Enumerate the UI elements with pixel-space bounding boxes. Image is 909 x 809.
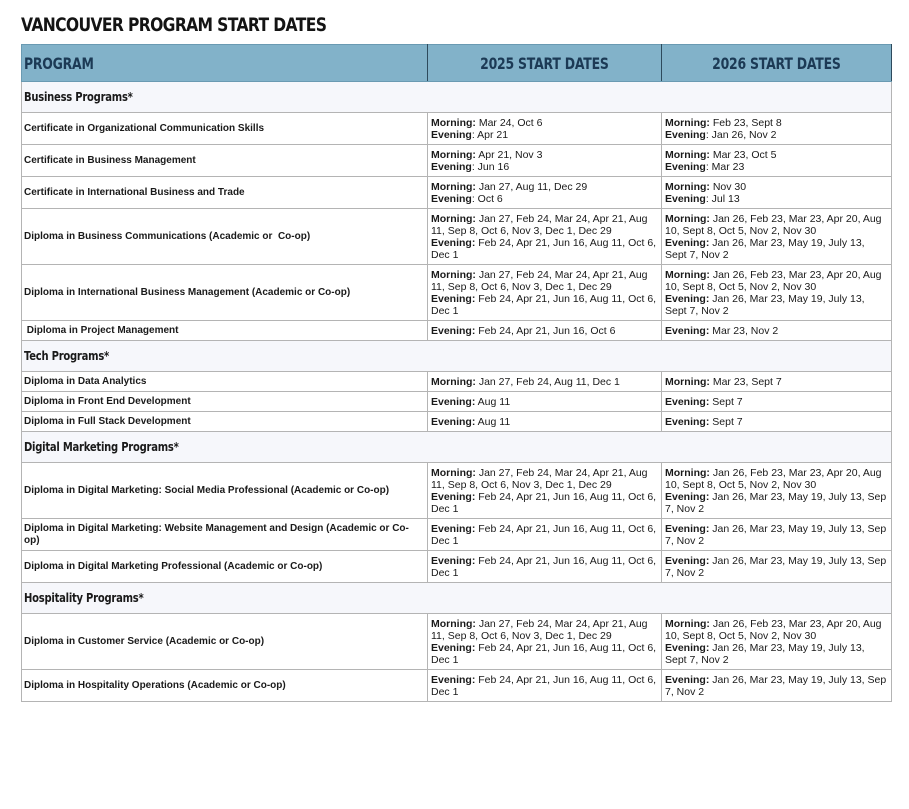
schedule-line [431,325,657,337]
start-dates-2026 [662,463,892,519]
section-header-row [22,583,892,614]
schedule-line [431,181,657,193]
schedule-line [431,396,657,408]
schedule-dates: : Jul 13 [705,193,740,205]
page-title: VANCOUVER PROGRAM START DATES [21,14,327,36]
schedule-dates: Feb 24, Apr 21, Jun 16, Aug 11, Oct 6, Dec 1 [431,237,657,261]
program-name: Diploma in Project Management [22,321,428,341]
schedule-dates: : Jan 26, Nov 2 [705,129,777,141]
schedule-line [431,642,657,666]
program-name: Diploma in Hospitality Operations (Academic or Co-op) [22,670,428,702]
schedule-dates: : Apr 21 [471,129,509,141]
start-dates-2025 [428,551,662,583]
schedule-label: Evening: [665,523,710,535]
schedule-line [431,161,657,173]
schedule-line [665,161,887,173]
schedule-line [665,642,887,666]
program-name: Diploma in Digital Marketing: Website Management and Design (Academic or Co-op) [22,519,428,551]
start-dates-2026 [662,412,892,432]
start-dates-2026 [662,113,892,145]
schedule-label: Evening [665,193,706,205]
schedule-label: Morning: [665,467,710,479]
schedule-dates: Jan 27, Feb 24, Mar 24, Apr 21, Aug 11, Sep 8, Oct 6, Nov 3, Dec 1, Dec 29 [431,269,648,293]
schedule-label: Evening: [665,674,710,686]
schedule-label: Evening [431,129,472,141]
schedule-dates: Jan 27, Feb 24, Aug 11, Dec 1 [475,376,620,388]
start-dates-2025 [428,463,662,519]
table-row [22,321,892,341]
schedule-line [665,129,887,141]
schedule-line [665,416,887,428]
schedule-label: Morning: [431,618,476,630]
column-header-program: PROGRAM [22,45,428,82]
schedule-line [431,523,657,547]
schedule-line [665,396,887,408]
schedule-dates: Feb 24, Apr 21, Jun 16, Aug 11, Oct 6, Dec 1 [431,674,657,698]
schedule-label: Evening: [665,491,710,503]
schedule-label: Morning: [665,149,710,161]
schedule-label: Evening: [665,237,710,249]
schedule-dates: Mar 24, Oct 6 [475,117,543,129]
start-dates-2025 [428,519,662,551]
schedule-label: Evening [665,129,706,141]
schedule-label: Evening: [431,293,476,305]
table-row [22,113,892,145]
start-dates-2025 [428,392,662,412]
start-dates-2026 [662,177,892,209]
table-row [22,614,892,670]
schedule-dates: Aug 11 [475,396,511,408]
schedule-dates: Mar 23, Nov 2 [709,325,779,337]
schedule-label: Evening: [665,416,710,428]
table-row [22,463,892,519]
program-name: Diploma in Business Communications (Academic or Co-op) [22,209,428,265]
schedule-label: Evening: [431,416,476,428]
schedule-dates: Jan 26, Feb 23, Mar 23, Apr 20, Aug 10, Sept 8, Oct 5, Nov 2, Nov 30 [665,467,882,491]
start-dates-2026 [662,392,892,412]
schedule-line [431,416,657,428]
schedule-line [431,117,657,129]
schedule-dates: Jan 26, Mar 23, May 19, July 13, Sep 7, Nov 2 [665,523,887,547]
schedule-dates: Aug 11 [475,416,511,428]
schedule-label: Morning: [665,213,710,225]
schedule-label: Evening: [431,642,476,654]
schedule-label: Evening: [665,642,710,654]
schedule-dates: Nov 30 [709,181,747,193]
schedule-line [431,149,657,161]
schedule-dates: Jan 26, Mar 23, May 19, July 13, Sept 7, Nov 2 [665,293,865,317]
schedule-label: Morning: [665,376,710,388]
schedule-line [665,491,887,515]
schedule-dates: Feb 24, Apr 21, Jun 16, Aug 11, Oct 6, Dec 1 [431,523,657,547]
schedule-line [665,325,887,337]
start-dates-2025 [428,372,662,392]
schedule-line [665,293,887,317]
schedule-label: Morning: [665,117,710,129]
column-header-2026: 2026 START DATES [662,45,892,82]
table-row [22,177,892,209]
schedule-dates: Sept 7 [709,416,743,428]
schedule-line [431,467,657,491]
schedule-dates: Feb 24, Apr 21, Jun 16, Oct 6 [475,325,616,337]
start-dates-2026 [662,145,892,177]
table-row [22,372,892,392]
table-row [22,392,892,412]
program-name: Certificate in International Business and Trade [22,177,428,209]
schedule-dates: Jan 27, Feb 24, Mar 24, Apr 21, Aug 11, Sep 8, Oct 6, Nov 3, Dec 1, Dec 29 [431,213,648,237]
schedule-line [431,293,657,317]
schedule-line [665,213,887,237]
schedule-line [431,269,657,293]
schedule-dates: Jan 27, Feb 24, Mar 24, Apr 21, Aug 11, Sep 8, Oct 6, Nov 3, Dec 1, Dec 29 [431,467,648,491]
schedule-dates: Jan 26, Feb 23, Mar 23, Apr 20, Aug 10, Sept 8, Oct 5, Nov 2, Nov 30 [665,618,882,642]
schedule-label: Evening: [431,555,476,567]
schedule-label: Evening: [431,396,476,408]
schedule-line [431,237,657,261]
column-header-2025: 2025 START DATES [428,45,662,82]
schedule-dates: Jan 26, Feb 23, Mar 23, Apr 20, Aug 10, Sept 8, Oct 5, Nov 2, Nov 30 [665,269,882,293]
schedule-line [665,618,887,642]
schedule-line [665,269,887,293]
start-dates-2025 [428,145,662,177]
table-row [22,265,892,321]
schedule-line [431,618,657,642]
table-row [22,670,892,702]
schedule-dates: Apr 21, Nov 3 [475,149,543,161]
schedule-line [665,376,887,388]
program-name: Diploma in Data Analytics [22,372,428,392]
schedule-label: Evening: [431,523,476,535]
schedule-dates: : Mar 23 [705,161,745,173]
program-name: Diploma in International Business Management (Academic or Co-op) [22,265,428,321]
schedule-dates: Feb 24, Apr 21, Jun 16, Aug 11, Oct 6, Dec 1 [431,293,657,317]
start-dates-2025 [428,614,662,670]
schedule-dates: Feb 23, Sept 8 [709,117,782,129]
start-dates-2025 [428,321,662,341]
schedule-label: Morning: [431,117,476,129]
schedule-label: Morning: [431,213,476,225]
start-dates-2025 [428,670,662,702]
schedule-label: Evening [665,161,706,173]
schedule-line [665,149,887,161]
schedule-line [431,129,657,141]
start-dates-2026 [662,614,892,670]
program-name: Diploma in Full Stack Development [22,412,428,432]
program-name: Diploma in Digital Marketing: Social Media Professional (Academic or Co-op) [22,463,428,519]
section-title: Digital Marketing Programs* [22,432,892,463]
program-name: Diploma in Front End Development [22,392,428,412]
schedule-label: Morning: [431,149,476,161]
start-dates-2025 [428,177,662,209]
schedule-label: Evening: [665,396,710,408]
schedule-dates: Feb 24, Apr 21, Jun 16, Aug 11, Oct 6, Dec 1 [431,555,657,579]
section-header-row [22,432,892,463]
schedule-label: Evening: [431,237,476,249]
schedule-label: Evening: [431,491,476,503]
table-header-row [22,45,892,82]
schedule-label: Evening: [665,293,710,305]
schedule-line [431,555,657,579]
schedule-dates: Jan 26, Mar 23, May 19, July 13, Sept 7, Nov 2 [665,642,865,666]
section-title: Hospitality Programs* [22,583,892,614]
schedule-label: Morning: [431,181,476,193]
schedule-label: Morning: [431,467,476,479]
schedule-line [665,193,887,205]
schedule-label: Evening: [665,325,710,337]
start-dates-2025 [428,113,662,145]
program-name: Diploma in Customer Service (Academic or Co-op) [22,614,428,670]
table-body [22,82,892,702]
schedule-label: Morning: [431,269,476,281]
schedule-label: Morning: [665,269,710,281]
schedule-line [665,555,887,579]
start-dates-2026 [662,372,892,392]
section-header-row [22,82,892,113]
start-dates-2026 [662,209,892,265]
table-row [22,145,892,177]
schedule-dates: Jan 27, Feb 24, Mar 24, Apr 21, Aug 11, Sep 8, Oct 6, Nov 3, Dec 1, Dec 29 [431,618,648,642]
schedule-label: Evening [431,193,472,205]
schedule-dates: Sept 7 [709,396,743,408]
schedule-dates: Mar 23, Sept 7 [709,376,782,388]
schedule-line [665,237,887,261]
schedule-dates: Jan 26, Feb 23, Mar 23, Apr 20, Aug 10, Sept 8, Oct 5, Nov 2, Nov 30 [665,213,882,237]
start-dates-2025 [428,265,662,321]
program-name: Certificate in Organizational Communication Skills [22,113,428,145]
start-dates-2026 [662,551,892,583]
schedule-dates: : Oct 6 [471,193,503,205]
schedule-dates: Jan 26, Mar 23, May 19, July 13, Sep 7, Nov 2 [665,555,887,579]
table-row [22,209,892,265]
schedule-line [431,376,657,388]
start-dates-table [21,44,892,702]
schedule-dates: : Jun 16 [471,161,510,173]
section-title: Business Programs* [22,82,892,113]
schedule-dates: Jan 26, Mar 23, May 19, July 13, Sep 7, Nov 2 [665,491,887,515]
program-name: Certificate in Business Management [22,145,428,177]
start-dates-2026 [662,265,892,321]
start-dates-2025 [428,209,662,265]
schedule-line [431,674,657,698]
schedule-dates: Jan 26, Mar 23, May 19, July 13, Sept 7, Nov 2 [665,237,865,261]
schedule-label: Evening: [665,555,710,567]
start-dates-2026 [662,519,892,551]
schedule-line [431,491,657,515]
schedule-label: Evening: [431,325,476,337]
schedule-label: Morning: [665,181,710,193]
schedule-dates: Feb 24, Apr 21, Jun 16, Aug 11, Oct 6, Dec 1 [431,642,657,666]
start-dates-2026 [662,670,892,702]
schedule-line [665,523,887,547]
schedule-dates: Feb 24, Apr 21, Jun 16, Aug 11, Oct 6, Dec 1 [431,491,657,515]
schedule-line [665,674,887,698]
program-name: Diploma in Digital Marketing Professional (Academic or Co-op) [22,551,428,583]
schedule-line [665,467,887,491]
schedule-dates: Jan 26, Mar 23, May 19, July 13, Sep 7, Nov 2 [665,674,887,698]
table-row [22,551,892,583]
start-dates-2026 [662,321,892,341]
schedule-label: Morning: [665,618,710,630]
schedule-line [431,213,657,237]
schedule-line [665,117,887,129]
schedule-line [665,181,887,193]
schedule-label: Morning: [431,376,476,388]
schedule-dates: Mar 23, Oct 5 [709,149,777,161]
schedule-label: Evening: [431,674,476,686]
schedule-line [431,193,657,205]
schedule-label: Evening [431,161,472,173]
start-dates-2025 [428,412,662,432]
table-row [22,412,892,432]
section-title: Tech Programs* [22,341,892,372]
schedule-dates: Jan 27, Aug 11, Dec 29 [475,181,588,193]
table-row [22,519,892,551]
section-header-row [22,341,892,372]
